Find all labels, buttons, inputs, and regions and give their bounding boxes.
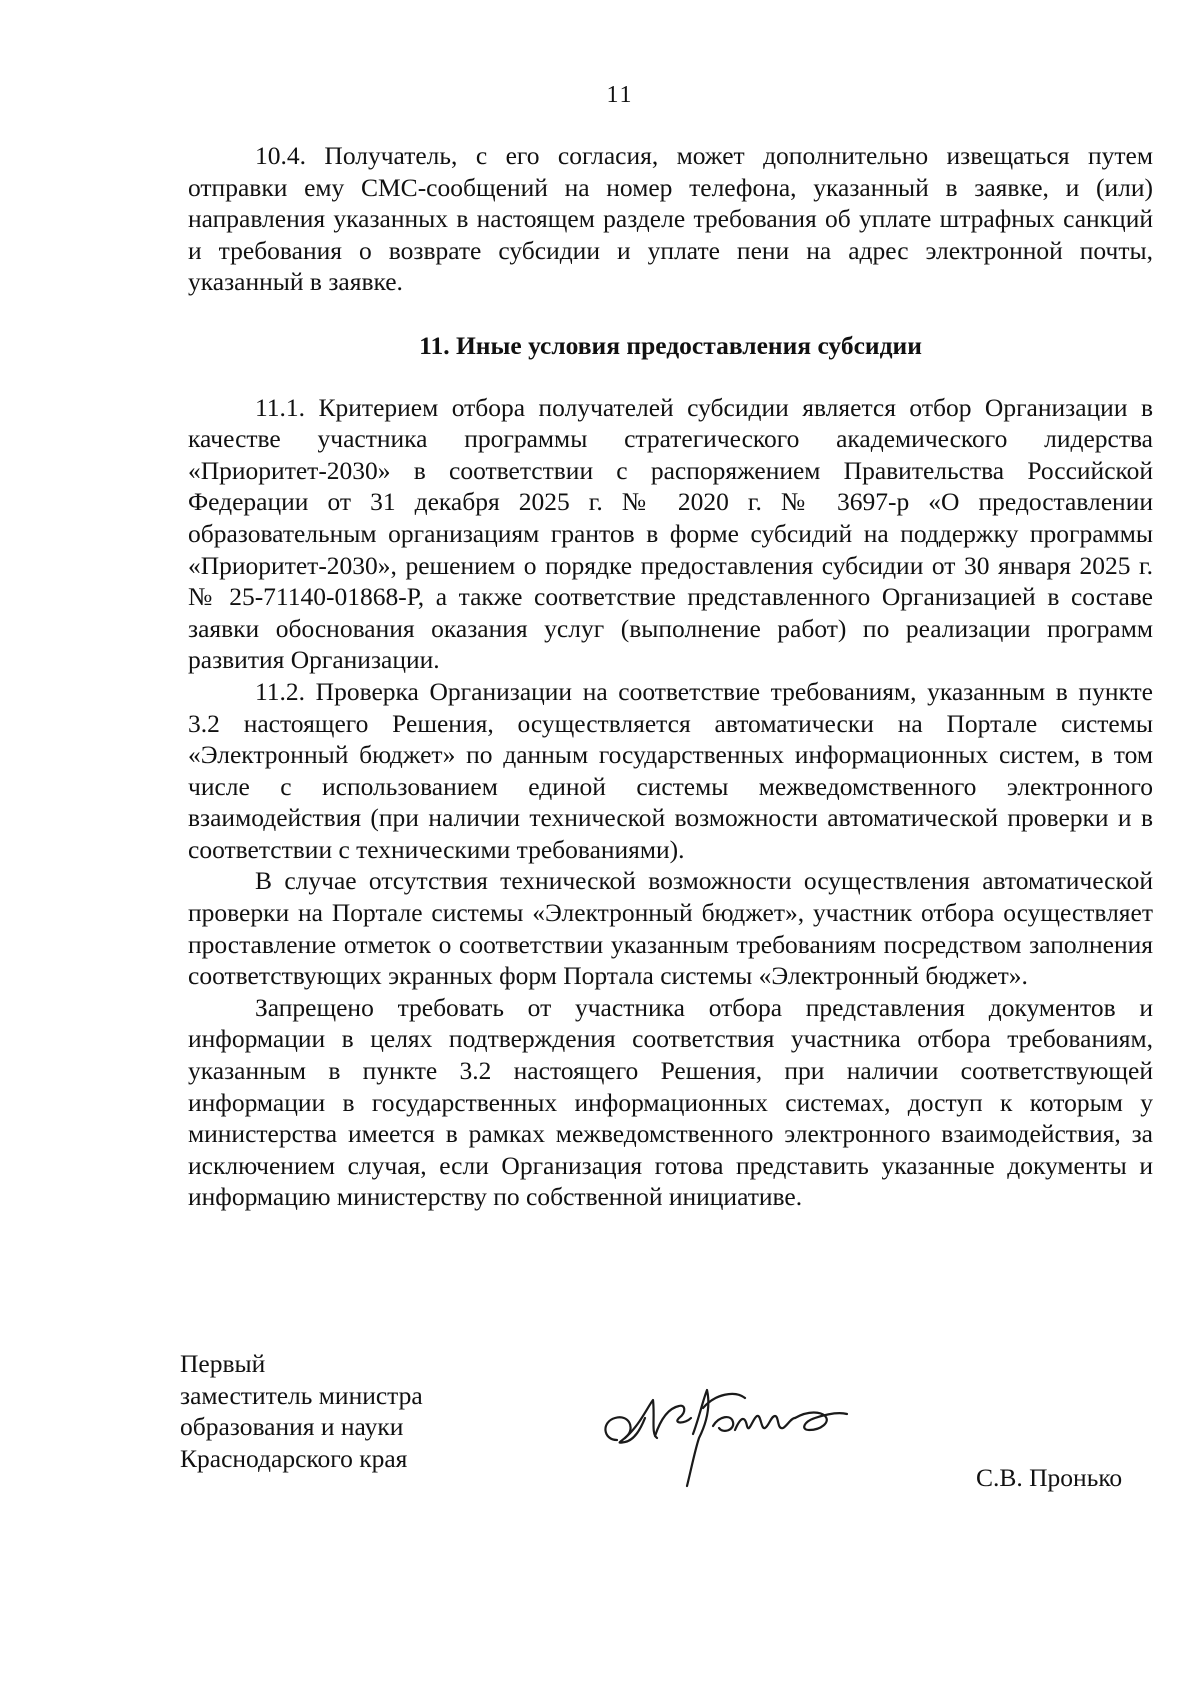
signer-position-line: Первый bbox=[180, 1349, 266, 1378]
paragraph-11-1: 11.1. Критерием отбора получателей субсидии является отбор Организации в качестве участника программы стратегического академического лидерства «Приоритет-2030» в соответствии с распоряжением Правительства Российской Федерации от 31 декабря 2025 г. № 2020 г. № 3697-р «О предоставлении образовательным организациям грантов в форме субсидий на поддержку программы «Приоритет-2030», решением о порядке предоставления субсидии от 30 января 2025 г. № 25-71140-01868-Р, а также соответствие представленного Организацией в составе заявки обоснования оказания услуг (выполнение работ) по реализации программ развития Организации. bbox=[188, 392, 1153, 675]
signer-position-line: заместитель министра bbox=[180, 1380, 423, 1410]
page-number: 11 bbox=[606, 82, 634, 108]
section-heading-11: 11. Иные условия предоставления субсидии bbox=[419, 330, 922, 360]
paragraph-10-4: 10.4. Получатель, с его согласия, может дополнительно извещаться путем отправки ему СМС-сообщений на номер телефона, указанный в заявке, и (или) направления указанных в настоящем разделе требования об уплате штрафных санкций и требования о возврате субсидии и уплате пени на адрес электронной почты, указанный в заявке. bbox=[188, 141, 1153, 297]
paragraph-11-2-no-tech: В случае отсутствия технической возможности осуществления автоматической проверки на Портале системы «Электронный бюджет», участник отбора осуществляет проставление отметок о соответствии указанным требованиям посредством заполнения соответствующих экранных форм Портала системы «Электронный бюджет». bbox=[188, 866, 1153, 991]
paragraph-11-2: 11.2. Проверка Организации на соответствие требованиям, указанным в пункте 3.2 настоящего Решения, осуществляется автоматически на Портале системы «Электронный бюджет» по данным государственных информационных систем, в том числе с использованием единой системы межведомственного электронного взаимодействия (при наличии технической возможности автоматической проверки и в соответствии с техническими требованиями). bbox=[188, 676, 1153, 864]
signer-position-line: Краснодарского края bbox=[180, 1443, 408, 1473]
handwritten-signature-icon bbox=[595, 1378, 895, 1498]
signer-position-line: образования и науки bbox=[180, 1412, 404, 1442]
signer-name: С.В. Пронько bbox=[976, 1463, 1123, 1492]
document-body bbox=[188, 140, 1153, 1213]
paragraph-11-2-prohibition: Запрещено требовать от участника отбора представления документов и информации в целях подтверждения соответствия участника отбора требованиям, указанным в пункте 3.2 настоящего Решения, при наличии соответствующей информации в государственных информационных системах, доступ к которым у министерства имеется в рамках межведомственного электронного взаимодействия, за исключением случая, если Организация готова представить указанные документы и информацию министерству по собственной инициативе. bbox=[188, 992, 1153, 1212]
signer-position bbox=[180, 1348, 423, 1474]
